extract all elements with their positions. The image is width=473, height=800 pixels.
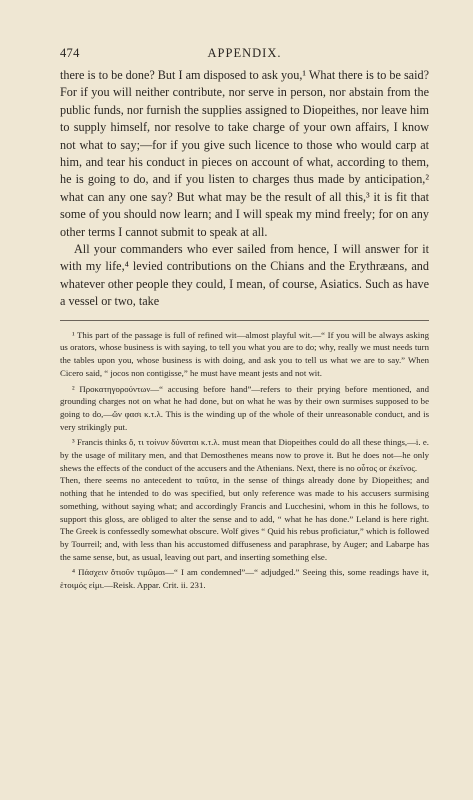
main-text bbox=[60, 67, 429, 311]
page-header bbox=[60, 46, 429, 61]
footnote-3: ³ Francis thinks ὅ, τι τοίνυν δύναται κ.τ.λ. must mean that Diopeithes could do all these things,—i. e. by the usage of military men, and that Demosthenes means now to prove it. But he does not—he only shews the effects of the conduct of the accusers and the Athenians. Next, there is no οὗτος or ἐκεῖνος. bbox=[60, 437, 429, 473]
footnotes bbox=[60, 329, 429, 592]
footnote-4: ⁴ Πάσχειν ὅτιοῦν τιμῶμαι—“ I am condemned”—“ adjudged.” Seeing this, some readings have it, ἑτοιμός εἰμι.—Reisk. Appar. Crit. ii. 231. bbox=[60, 567, 429, 591]
running-title: APPENDIX. bbox=[207, 46, 282, 60]
page-number: 474 bbox=[60, 46, 80, 60]
footnote-divider bbox=[60, 320, 429, 321]
body-paragraph-1: there is to be done? But I am disposed to ask you,¹ What there is to be said? For if you will neither contribute, nor serve in person, nor abstain from the public funds, nor furnish the supplies assigned to Diopeithes, nor leave him to supply himself, nor resolve to take charge of your own affairs, I know not what to say;—for if you give such licence to those who would carp at him, and tear his conduct in pieces on account of what, according to them, he is going to do, and if you listen to charges thus made by anticipation,² what can any one say? But what may be the result of all this,³ it is fit that some of you should now learn; and I will speak my mind freely; for on any other terms I cannot submit to speak at all. bbox=[60, 68, 429, 239]
footnote-1: ¹ This part of the passage is full of refined wit—almost playful wit.—“ If you will be always asking us orators, whose business is with saying, to tell you what you are to do; why, really we must needs turn the tables upon you, whose business is with doing, and ask you to tell us what we are to say.” When Cicero said, “ jocos non contigisse,” he must have meant jests and not wit. bbox=[60, 329, 429, 378]
footnote-3-continued: Then, there seems no antecedent to ταῦτα, in the sense of things already done by Diopeithes; and nothing that he intended to do was specified, but only reference was made to his accusers surmising something, without saying what; and accordingly Francis and Lucchesini, whom in this he follows, to support this gloss, are obliged to alter the sense and to add, “ what he has done.” Leland is here right. The Greek is confessedly somewhat obscure. Wolf gives “ Quid his rebus proficiatur,” which is followed by Tourreil; and, with less than his accustomed diffuseness and paraphrase, by Auger; and Labarpe has the same sense, but, as usual, leaving out part, and inserting something else. bbox=[60, 475, 429, 562]
footnote-2: ² Προκατηγορούντων—“ accusing before hand”—refers to their prying before mentioned, and grounding charges not on what he had done, but on what he was by their own surmises supposed to be going to do,—ὤν φασι κ.τ.λ. This is the winding up of the whole of their unreasonable conduct, and is very strikingly put. bbox=[60, 383, 429, 432]
body-paragraph-2: All your commanders who ever sailed from hence, I will answer for it with my life,⁴ levied contributions on the Chians and the Erythræans, and whatever other people they could, I mean, of course, Asiatics. Such as have a vessel or two, take bbox=[60, 242, 429, 309]
